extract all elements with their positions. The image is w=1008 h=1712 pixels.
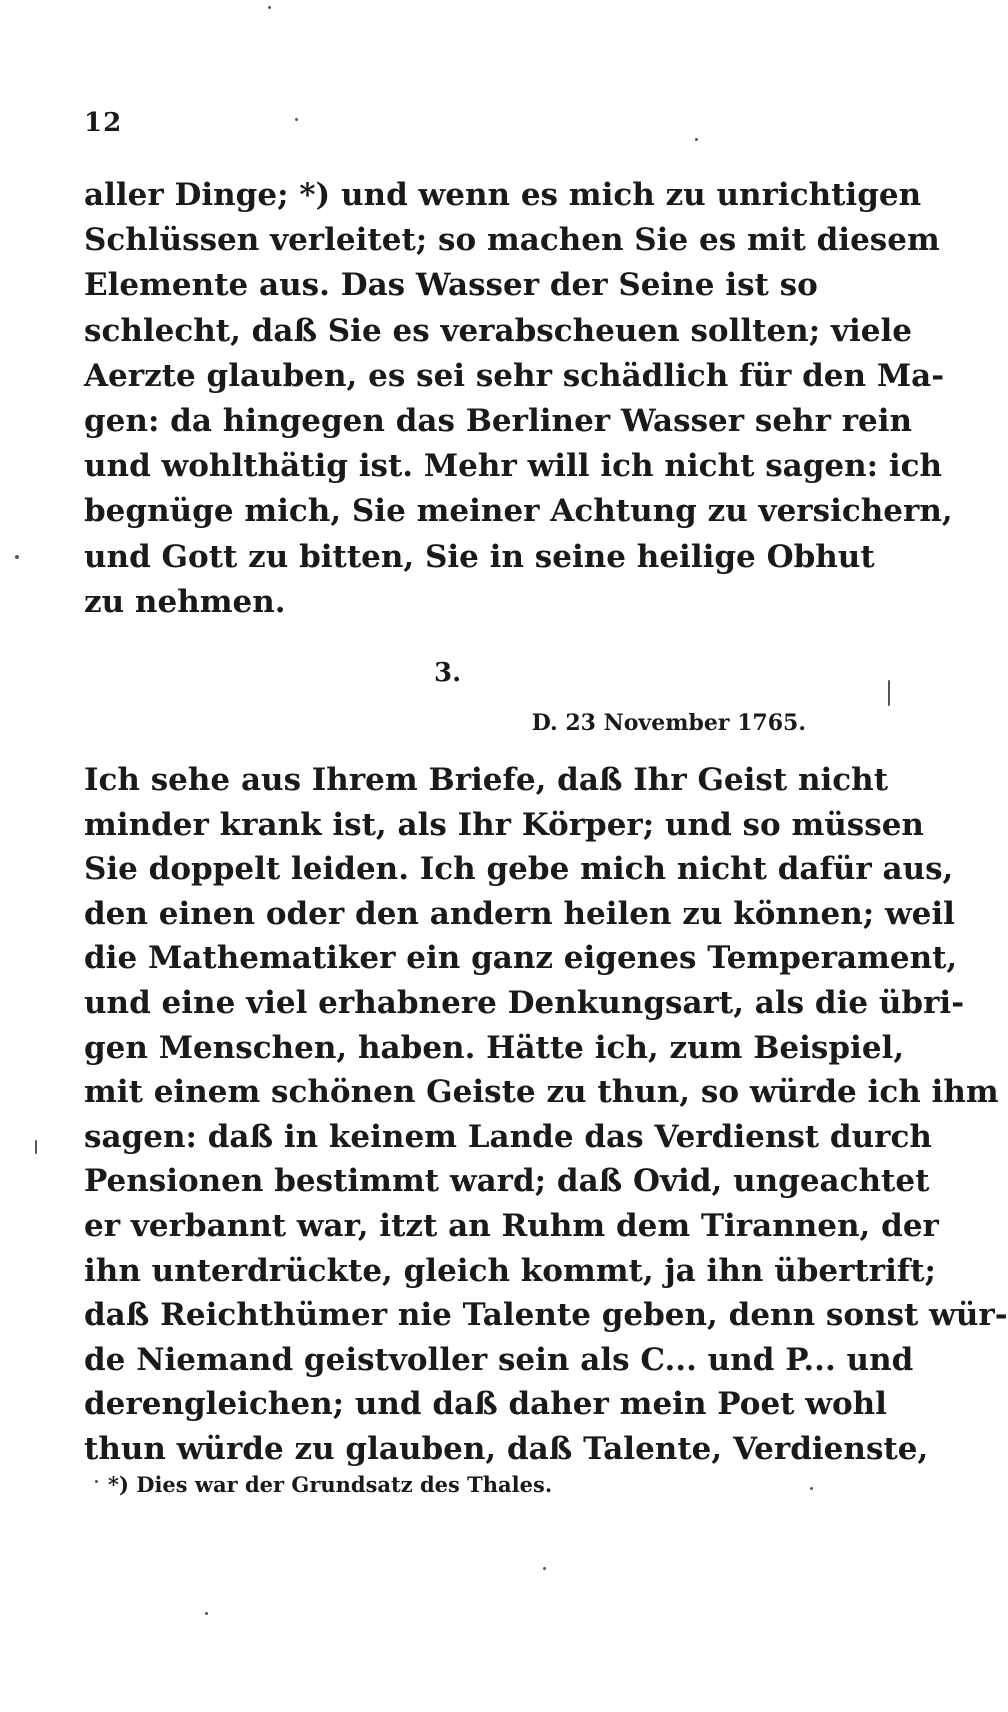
letter-paragraph bbox=[84, 758, 1008, 1472]
text-line: mit einem schönen Geiste zu thun, so würde ich ihm bbox=[84, 1074, 999, 1111]
page-number: 12 bbox=[84, 108, 123, 138]
text-line: Pensionen bestimmt ward; daß Ovid, ungeachtet bbox=[84, 1163, 930, 1200]
scan-speck bbox=[810, 1487, 813, 1490]
letter-date: D. 23 November 1765. bbox=[531, 710, 806, 736]
text-line: schlecht, daß Sie es verabscheuen sollten; viele bbox=[84, 312, 912, 349]
text-line: sagen: daß in keinem Lande das Verdienst durch bbox=[84, 1118, 932, 1155]
text-line: thun würde zu glauben, daß Talente, Verdienste, bbox=[84, 1430, 929, 1467]
text-line: minder krank ist, als Ihr Körper; und so müssen bbox=[84, 806, 924, 843]
scan-speck bbox=[888, 680, 890, 706]
text-line: und eine viel erhabnere Denkungsart, als die übri- bbox=[84, 984, 965, 1021]
scan-speck bbox=[35, 1140, 37, 1154]
scan-speck bbox=[15, 555, 19, 559]
text-line: er verbannt war, itzt an Ruhm dem Tirannen, der bbox=[84, 1207, 939, 1244]
text-line: und Gott zu bitten, Sie in seine heilige Obhut bbox=[84, 538, 875, 575]
text-line: und wohlthätig ist. Mehr will ich nicht sagen: ich bbox=[84, 448, 943, 485]
text-line: Sie doppelt leiden. Ich gebe mich nicht dafür aus, bbox=[84, 851, 954, 888]
scan-speck bbox=[268, 6, 271, 9]
scan-speck bbox=[295, 118, 298, 121]
text-line: Elemente aus. Das Wasser der Seine ist so bbox=[84, 267, 818, 304]
text-line: Ich sehe aus Ihrem Briefe, daß Ihr Geist nicht bbox=[84, 762, 889, 798]
letter-number: 3. bbox=[434, 658, 462, 688]
text-line: Aerzte glauben, es sei sehr schädlich für den Ma- bbox=[84, 357, 945, 394]
text-line: de Niemand geistvoller sein als C... und P... und bbox=[84, 1341, 914, 1378]
scan-speck bbox=[543, 1567, 546, 1570]
scan-speck bbox=[95, 1480, 98, 1483]
text-line: zu nehmen. bbox=[84, 583, 286, 620]
text-line: begnüge mich, Sie meiner Achtung zu versichern, bbox=[84, 493, 953, 530]
text-line: gen: da hingegen das Berliner Wasser sehr rein bbox=[84, 402, 913, 439]
text-line: ihn unterdrückte, gleich kommt, ja ihn übertrift; bbox=[84, 1252, 936, 1289]
scan-speck bbox=[695, 138, 698, 141]
text-line: daß Reichthümer nie Talente geben, denn sonst wür- bbox=[84, 1297, 1008, 1334]
text-line: Schlüssen verleitet; so machen Sie es mit diesem bbox=[84, 222, 940, 259]
text-line: derengleichen; und daß daher mein Poet wohl bbox=[84, 1386, 887, 1423]
top-paragraph bbox=[84, 173, 953, 625]
scan-speck bbox=[205, 1612, 208, 1615]
text-line: aller Dinge; *) und wenn es mich zu unrichtigen bbox=[84, 177, 922, 213]
text-line: den einen oder den andern heilen zu können; weil bbox=[84, 895, 955, 932]
text-line: die Mathematiker ein ganz eigenes Temperament, bbox=[84, 940, 958, 977]
text-line: gen Menschen, haben. Hätte ich, zum Beispiel, bbox=[84, 1029, 905, 1066]
footnote: *) Dies war der Grundsatz des Thales. bbox=[108, 1472, 553, 1497]
